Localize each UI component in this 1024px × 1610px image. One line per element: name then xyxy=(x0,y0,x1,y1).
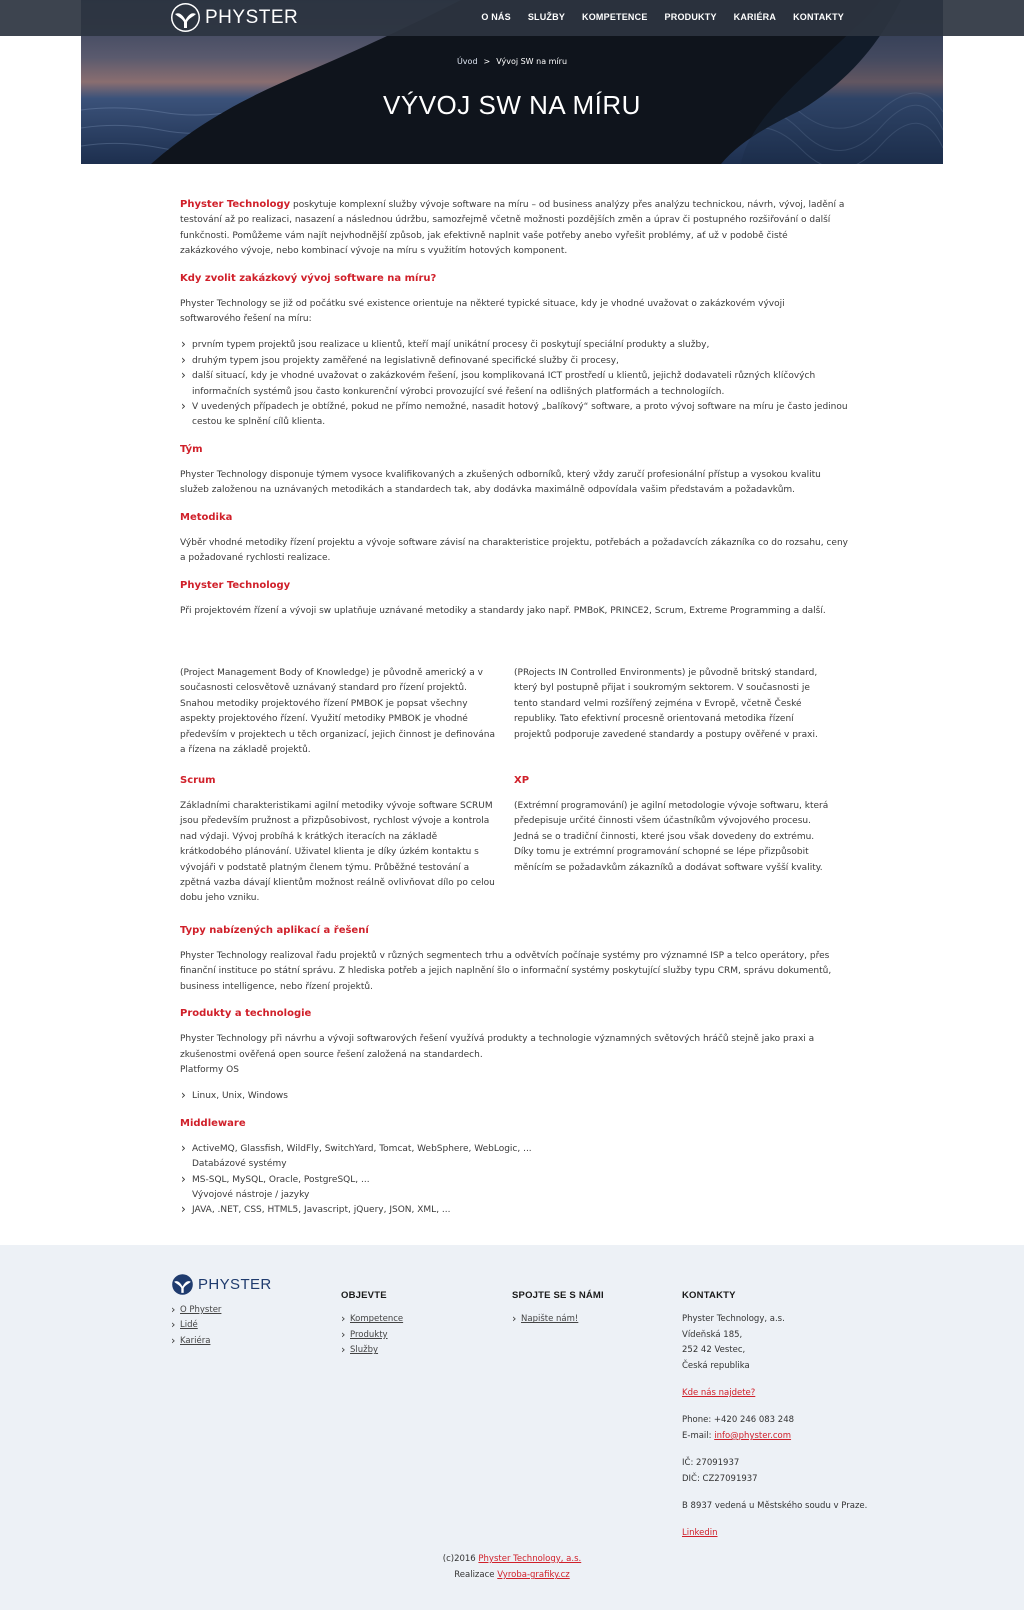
ic: IČ: 27091937 xyxy=(682,1458,740,1469)
made-by xyxy=(0,1568,1024,1583)
email-link[interactable]: info@physter.com xyxy=(714,1430,792,1441)
email-label: E-mail: xyxy=(682,1430,715,1441)
scrum-column xyxy=(180,774,514,907)
list-item: › prvním typem projektů jsou realizace u klientů, kteří mají unikátní procesy či poskytují speciální produkty a služby, xyxy=(180,338,848,353)
ids-block xyxy=(682,1456,882,1487)
paragraph-scrum: Základními charakteristikami agilní metodiky vývoje software SCRUM jsou především pružnost a přizpůsobivost, rychlost vývoje a kontrola nad výdaji. Vývoj probíhá k krátkých iteracích na základě krátkodobého plánování. Uživatel klienta je díky úzkém kontaktu s vývojáři v podstatě platným členem týmu. Průběžné testování a zpětná vazba dávají klientům možnost reálně ovlivňovat dílo po celou dobu jeho vzniku. xyxy=(180,801,495,904)
nav-item-produkty[interactable]: PRODUKTY xyxy=(664,12,717,23)
nav-item-sluzby[interactable]: SLUŽBY xyxy=(527,12,566,23)
linkedin-link[interactable]: Linkedin xyxy=(682,1528,718,1539)
footer-explore-column xyxy=(341,1288,403,1359)
footer-link-lide[interactable]: Lidé xyxy=(180,1320,198,1331)
street: Vídeňská 185, xyxy=(682,1329,743,1340)
paragraph-prince: (PRojects IN Controlled Environments) je původně britský standard, který byl postupně přijat i soukromým sektorem. V současnosti je tento standard velmi rozšířený zejména v Evropě, včetně České republiky. Tato efektivní procesně orientovaná metodika řízení projektů podporuje zavedené standardy a postupy ověřené v praxi. xyxy=(514,668,818,740)
breadcrumb xyxy=(0,54,1024,69)
heading-physter: Physter Technology xyxy=(180,579,291,591)
paragraph-types: Physter Technology realizoval řadu projektů v různých segmentech trhu a odvětvích počínaje systémy pro významné ISP a telco operátory, přes finanční instituce po státní správu. Z hlediska potřeb a jejich naplnění šlo o informační systémy poskytující služby typu CRM, správu dokumentů, business intelligence, nebo řízení projektů. xyxy=(180,951,832,992)
footer-brand-name: PHYSTER xyxy=(198,1275,272,1293)
tech-list xyxy=(180,1142,848,1219)
paragraph-team: Physter Technology disponuje týmem vysoce kvalifikovaných a zkušených odborníků, který vždy zaručí profesionální přístup a vysokou kvalitu služeb založenou na uznávaných metodikách a standardech tak, aby dodávka maximálně odpovídala vašim představám a požadavkům. xyxy=(180,469,821,496)
db-text: MS-SQL, MySQL, Oracle, PostgreSQL, ... xyxy=(192,1174,370,1185)
top-navigation-bar xyxy=(0,0,1024,36)
list-item xyxy=(180,1142,848,1173)
footer-contact-title: KONTAKTY xyxy=(682,1290,736,1301)
when-list xyxy=(180,338,848,430)
footer-brand-column xyxy=(171,1273,272,1349)
footer-link-kariera[interactable]: Kariéra xyxy=(180,1335,211,1346)
footer-link-o-physter[interactable]: O Physter xyxy=(180,1305,222,1315)
list-item xyxy=(180,1173,848,1204)
list-item xyxy=(171,1334,272,1349)
nav-item-kontakty[interactable]: KONTAKTY xyxy=(793,12,844,23)
list-item: › další situací, kdy je vhodné uvažovat o zakázkovém řešení, jsou komplikovaná ICT prostředí u klientů, jejichž dodavateli různých klíčových informačních systémů jsou často konkurenční výrobci provozující své řešení na odlišných platformách a technologiích. xyxy=(180,369,848,400)
footer-logo[interactable] xyxy=(171,1273,272,1296)
methodology-columns-1 xyxy=(180,666,848,758)
list-item: › druhým typem jsou projekty zaměřené na legislativně definované specifické služby či procesy, xyxy=(180,354,848,369)
made-by-link[interactable]: Vyroba-grafiky.cz xyxy=(497,1570,570,1580)
platforms-list xyxy=(180,1089,848,1104)
list-item: › Linux, Unix, Windows xyxy=(180,1089,848,1104)
methodology-columns-2 xyxy=(180,774,848,907)
breadcrumb-separator: > xyxy=(483,57,491,66)
heading-team: Tým xyxy=(180,443,203,455)
main-content-lower xyxy=(180,924,848,1219)
list-item xyxy=(341,1328,403,1343)
made-by-prefix: Realizace xyxy=(454,1570,498,1580)
footer-link-produkty[interactable]: Produkty xyxy=(350,1329,388,1340)
paragraph-xp: (Extrémní programování) je agilní metodologie vývoje softwaru, která předepisuje určité činnosti všem účastníkům vývojového procesu. Jedná se o tradiční činnosti, které jsou však dovedeny do extrému. Díky tomu je extrémní programování schopné se lépe přizpůsobit měnícím se požadavkům zákazníků a dodávat software vyšší kvality. xyxy=(514,801,829,873)
paragraph-pmbok: (Project Management Body of Knowledge) je původně americký a v současnosti celosvětově uznávaný standard pro řízení projektů. Snahou metodiky projektového řízení PMBOK je popsat všechny aspekty projektového řízení. Využití metodiky PMBOK je vhodné především v projektech u těch organizací, jejich činnost je definována a řízena na základě projektů. xyxy=(180,668,495,756)
heading-products: Produkty a technologie xyxy=(180,1008,312,1020)
list-item: › V uvedených případech je obtížné, pokud ne přímo nemožné, nasadit hotový „balíkový“ software, a proto vývoj software na míru je často jedinou cestou ke splnění cílů klienta. xyxy=(180,400,848,431)
company-name: Physter Technology, a.s. xyxy=(682,1314,785,1325)
footer-connect-column xyxy=(512,1288,604,1328)
db-label: Databázové systémy xyxy=(192,1159,287,1170)
phone: Phone: +420 246 083 248 xyxy=(682,1415,795,1426)
email-row xyxy=(682,1429,882,1444)
footer-connect-links xyxy=(512,1312,604,1327)
nav-item-o-nas[interactable]: O NÁS xyxy=(481,12,511,23)
footer-connect-title: SPOJTE SE S NÁMI xyxy=(512,1290,604,1301)
footer-contact-column xyxy=(682,1288,882,1542)
heading-middleware: Middleware xyxy=(180,1117,246,1129)
nav-item-kompetence[interactable]: KOMPETENCE xyxy=(582,12,648,23)
list-item xyxy=(512,1312,604,1327)
nav-item-kariera[interactable]: KARIÉRA xyxy=(733,12,777,23)
footer xyxy=(0,1245,1024,1610)
platforms-label: Platformy OS xyxy=(180,1065,239,1076)
footer-link-sluzby[interactable]: Služby xyxy=(350,1345,379,1356)
paragraph-products: Physter Technology při návrhu a vývoji softwarových řešení využívá produkty a technologie významných světových hráčů stejně jako praxi a zkušenostmi ověřená open source řešení založená na standardech. xyxy=(180,1034,815,1060)
footer-link-kompetence[interactable]: Kompetence xyxy=(350,1314,404,1325)
brand-logo[interactable] xyxy=(171,3,298,32)
heading-scrum: Scrum xyxy=(180,775,216,786)
copyright-prefix: (c)2016 xyxy=(442,1554,479,1564)
paragraph-method: Výběr vhodné metodiky řízení projektu a vývoje software závisí na charakteristice projektu, potřebách a požadavcích zákazníka co do rozsahu, ceny a požadované rychlosti realizace. xyxy=(180,537,848,564)
tools-label: Vývojové nástroje / jazyky xyxy=(192,1190,310,1201)
footer-explore-title: OBJEVTE xyxy=(341,1290,387,1301)
heading-method: Metodika xyxy=(180,511,233,523)
heading-xp: XP xyxy=(514,775,530,786)
footer-brand-links xyxy=(171,1303,272,1349)
address-block xyxy=(682,1312,882,1374)
main-content xyxy=(180,197,848,619)
breadcrumb-current: Vývoj SW na míru xyxy=(496,57,568,66)
list-item xyxy=(171,1303,272,1318)
list-item xyxy=(341,1343,403,1358)
intro-text: poskytuje komplexní služby vývoje software na míru – od business analýzy přes analýzu technickou, návrh, vývoj, ladění a testování až po realizaci, nasazení a následnou údržbu, samozřejmě včetně možnosti pozdějších změn a úprav či postupného rozšiřování o další funkčnosti. Pomůžeme vám najít nejvhodnější způsob, jak efektivně naplnit vaše potřeby anebo vyřešit problémy, ať už v podobě čisté zakázkového vývoje, nebo kombinací vývoje na míru s využitím hotových komponent. xyxy=(180,200,845,257)
paragraph-physter: Při projektovém řízení a vývoji sw uplatňuje uznávané metodiky a standardy jako např. PMBoK, PRINCE2, Scrum, Extreme Programming a další. xyxy=(180,605,826,616)
heading-when: Kdy zvolit zakázkový vývoj software na míru? xyxy=(180,272,437,284)
main-nav xyxy=(481,0,844,36)
copyright xyxy=(0,1552,1024,1567)
xp-column xyxy=(514,774,848,907)
pmbok-column xyxy=(180,666,514,758)
brand-name: PHYSTER xyxy=(205,6,299,28)
middleware-text: ActiveMQ, Glassfish, WildFly, SwitchYard, Tomcat, WebSphere, WebLogic, ... xyxy=(192,1143,532,1154)
breadcrumb-home-link[interactable]: Úvod xyxy=(456,57,478,66)
list-item xyxy=(341,1312,403,1327)
intro-paragraph xyxy=(180,197,848,260)
paragraph-when: Physter Technology se již od počátku své existence orientuje na některé typické situace, kdy je vhodné uvažovat o zakázkovém vývoji softwarového řešení na míru: xyxy=(180,298,785,325)
copyright-link[interactable]: Physter Technology, a.s. xyxy=(478,1554,582,1564)
page-title: VÝVOJ SW NA MÍRU xyxy=(383,90,641,120)
find-us-link[interactable]: Kde nás najdete? xyxy=(682,1388,756,1399)
intro-brand: Physter Technology xyxy=(180,199,291,210)
city: 252 42 Vestec, xyxy=(682,1345,746,1356)
heading-types: Typy nabízených aplikací a řešení xyxy=(180,925,369,936)
country: Česká republika xyxy=(682,1360,750,1371)
whale-tail-logo-icon xyxy=(171,1273,194,1296)
list-item xyxy=(171,1318,272,1333)
prince-column xyxy=(514,666,848,758)
court-registration: B 8937 vedená u Městského soudu v Praze. xyxy=(682,1501,868,1512)
footer-link-napiste-nam[interactable]: Napište nám! xyxy=(521,1314,579,1325)
dic: DIČ: CZ27091937 xyxy=(682,1473,758,1484)
list-item: › JAVA, .NET, CSS, HTML5, Javascript, jQuery, JSON, XML, ... xyxy=(180,1203,848,1218)
whale-tail-logo-icon xyxy=(171,3,200,32)
footer-explore-links xyxy=(341,1312,403,1358)
phone-email-block xyxy=(682,1413,882,1444)
